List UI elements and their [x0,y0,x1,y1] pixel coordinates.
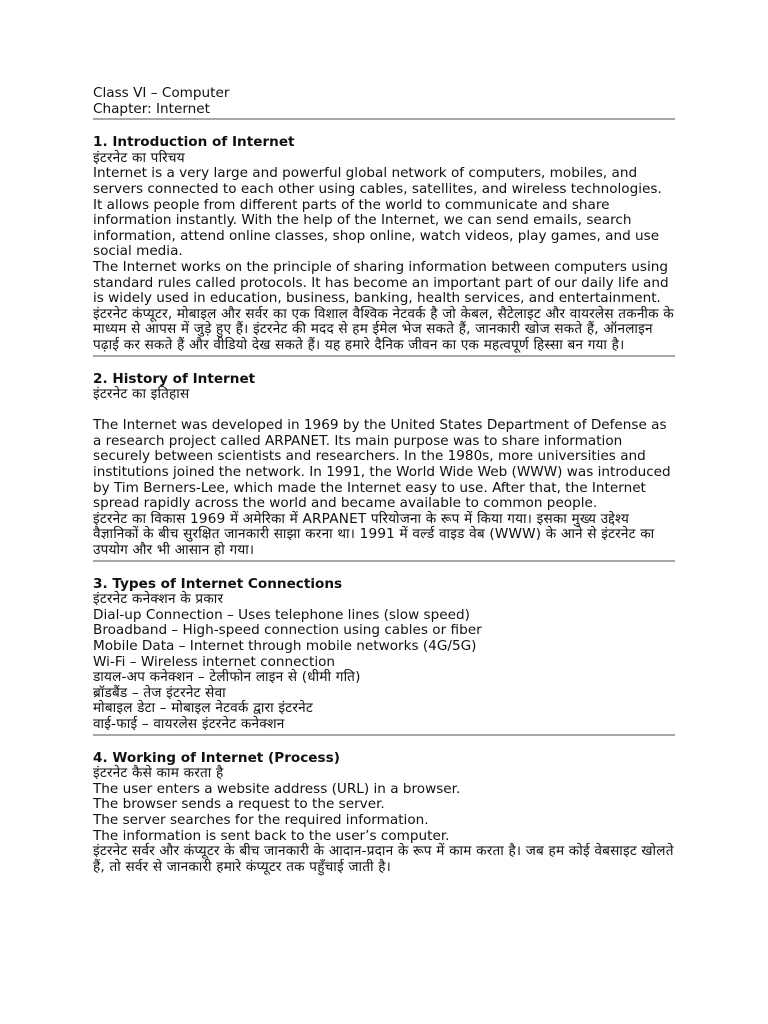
list-item: Wi-Fi – Wireless internet connection [93,653,336,670]
list-item: The browser sends a request to the server. [93,796,385,813]
document-page [93,86,675,875]
section-working [93,751,675,876]
section-introduction [93,135,675,356]
header-divider [93,118,675,120]
list-item: ब्रॉडबैंड – तेज इंटरनेट सेवा [93,684,226,701]
paragraph: The Internet works on the principle of sharing information between computers using standard rules called protocols. It has become an important part of our daily life and is widely used in education, business, banking, health services, and entertainment. [93,258,669,307]
hindi-title: इंटरनेट कैसे काम करता है [93,765,224,782]
section-title: 3. Types of Internet Connections [93,575,343,592]
paragraph: The Internet was developed in 1969 by the United States Department of Defense as a research project called ARPANET. Its main purpose was to share information securely between scientists and researchers. In the 1980s, more universities and institutions joined the network. In 1991, the World Wide Web (WWW) was introduced by Tim Berners-Lee, which made the Internet easy to use. After that, the Internet spread rapidly across the world and became available to common people. [93,417,671,512]
hindi-paragraph: इंटरनेट कंप्यूटर, मोबाइल और सर्वर का एक विशाल वैश्विक नेटवर्क है जो केबल, सैटेलाइट और वायरलेस तकनीक के माध्यम से आपस में जुड़े हुए हैं। इंटरनेट की मदद से हम ईमेल भेज सकते हैं, जानकारी खोज सकते हैं, ऑनलाइन पढ़ाई कर सकते हैं और वीडियो देख सकते हैं। यह हमारे दैनिक जीवन का एक महत्वपूर्ण हिस्सा बन गया है। [93,305,674,353]
list-item: The user enters a website address (URL) in a browser. [93,780,461,797]
hindi-title: इंटरनेट का परिचय [93,149,185,166]
list-item: डायल-अप कनेक्शन – टेलीफोन लाइन से (धीमी गति) [93,669,361,686]
list-item: वाई-फाई – वायरलेस इंटरनेट कनेक्शन [93,715,285,732]
list-item: Broadband – High-speed connection using cables or fiber [93,622,482,639]
blank-line [93,403,675,419]
hindi-title: इंटरनेट कनेक्शन के प्रकार [93,591,224,608]
list-item: The information is sent back to the user’s computer. [93,827,450,844]
section-divider [93,734,675,736]
section-history [93,372,675,562]
hindi-paragraph: इंटरनेट सर्वर और कंप्यूटर के बीच जानकारी के आदान-प्रदान के रूप में काम करता है। जब हम कोई वेबसाइट खोलते हैं, तो सर्वर से जानकारी हमारे कंप्यूटर तक पहुँचाई जाती है। [93,843,674,875]
list-item: Mobile Data – Internet through mobile networks (4G/5G) [93,638,477,654]
class-line: Class VI – Computer [93,85,230,101]
list-item: The server searches for the required information. [93,811,429,828]
list-item: Dial-up Connection – Uses telephone lines (slow speed) [93,606,470,623]
hindi-title: इंटरनेट का इतिहास [93,386,190,403]
chapter-line: Chapter: Internet [93,100,210,117]
section-divider [93,355,675,357]
hindi-paragraph: इंटरनेट का विकास 1969 में अमेरिका में ARPANET परियोजना के रूप में किया गया। इसका मुख्य उद्देश्य वैज्ञानिकों के बीच सुरक्षित जानकारी साझा करना था। 1991 में वर्ल्ड वाइड वेब (WWW) के आने से इंटरनेट का उपयोग और भी आसान हो गया। [93,510,655,559]
section-divider [93,560,675,562]
section-title: 4. Working of Internet (Process) [93,749,340,766]
section-title: 2. History of Internet [93,370,256,387]
section-title: 1. Introduction of Internet [93,134,295,151]
section-connection-types [93,577,675,736]
paragraph: Internet is a very large and powerful global network of computers, mobiles, and servers connected to each other using cables, satellites, and wireless technologies. It allows people from different parts of the world to communicate and share information instantly. With the help of the Internet, we can send emails, search information, attend online classes, shop online, watch videos, play games, and use social media. [93,165,662,260]
list-item: मोबाइल डेटा – मोबाइल नेटवर्क द्वारा इंटरनेट [93,700,313,717]
